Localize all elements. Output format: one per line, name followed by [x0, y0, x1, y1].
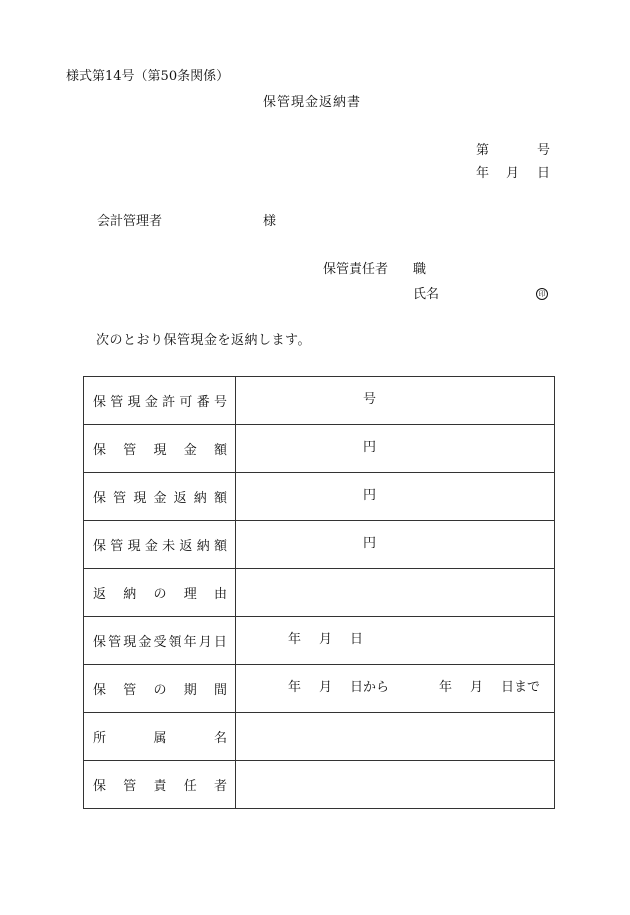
label-char: 金 — [138, 635, 152, 650]
return-reason-field[interactable] — [236, 569, 555, 617]
label-text — [84, 487, 235, 506]
label-text — [84, 391, 235, 410]
from-day-label: 日から — [350, 680, 390, 695]
affiliation-field[interactable] — [236, 713, 555, 761]
label-char: 納 — [123, 587, 137, 602]
label-char: 日 — [213, 635, 227, 650]
label-text — [84, 535, 235, 554]
label-char: 金 — [183, 443, 197, 458]
document-number-suffix: 号 — [537, 143, 551, 158]
label-char: 管 — [108, 635, 122, 650]
label-char: 号 — [213, 395, 227, 410]
label-char: 可 — [179, 395, 193, 410]
table-row — [84, 617, 555, 665]
label-char: 現 — [127, 539, 141, 554]
sender-position-label: 職 — [413, 262, 427, 277]
label-char: 名 — [213, 731, 227, 746]
custodian-field[interactable] — [236, 761, 555, 809]
table-row — [84, 521, 555, 569]
label-char: 由 — [213, 587, 227, 602]
label-char: 保 — [93, 779, 107, 794]
label-text — [84, 439, 235, 458]
from-year-label: 年 — [288, 680, 302, 695]
label-char: 保 — [93, 683, 107, 698]
label-char: 任 — [183, 779, 197, 794]
return-form-table — [83, 376, 555, 809]
label-char: 保 — [93, 491, 107, 506]
from-month-label: 月 — [319, 680, 333, 695]
date-day-label: 日 — [537, 166, 551, 181]
table-row — [84, 377, 555, 425]
label-text — [84, 775, 235, 794]
table-row — [84, 665, 555, 713]
label-text — [84, 727, 235, 746]
label-char: 額 — [213, 491, 227, 506]
label-char: 返 — [173, 491, 187, 506]
row-label-affiliation — [84, 713, 236, 761]
label-char: 年 — [183, 635, 197, 650]
label-char: 現 — [127, 395, 141, 410]
unit-label: 円 — [363, 440, 377, 455]
label-char: 管 — [123, 779, 137, 794]
month-label: 月 — [319, 632, 333, 647]
label-char: 月 — [198, 635, 212, 650]
label-char: 許 — [162, 395, 176, 410]
label-char: 納 — [193, 491, 207, 506]
label-char: 返 — [93, 587, 107, 602]
label-text — [84, 631, 235, 650]
to-month-label: 月 — [470, 680, 484, 695]
label-char: 金 — [153, 491, 167, 506]
label-text — [84, 583, 235, 602]
label-char: 受 — [153, 635, 167, 650]
label-char: 期 — [183, 683, 197, 698]
row-label-receipt-date — [84, 617, 236, 665]
table-row — [84, 425, 555, 473]
table-row — [84, 713, 555, 761]
label-char: の — [153, 683, 167, 698]
row-label-permit-number — [84, 377, 236, 425]
unit-label: 号 — [363, 392, 377, 407]
label-char: 保 — [93, 395, 107, 410]
document-title: 保管現金返納書 — [263, 95, 362, 110]
row-label-return-reason — [84, 569, 236, 617]
addressee-name: 会計管理者 — [97, 214, 163, 229]
label-char: 現 — [153, 443, 167, 458]
unit-label: 円 — [363, 488, 377, 503]
label-char: 現 — [133, 491, 147, 506]
label-char: 領 — [168, 635, 182, 650]
label-char: 管 — [110, 539, 124, 554]
row-label-unreturned-amount — [84, 521, 236, 569]
addressee-honorific: 様 — [263, 214, 277, 229]
label-char: 額 — [213, 443, 227, 458]
to-day-label: 日まで — [501, 680, 541, 695]
cash-amount-field[interactable] — [236, 425, 555, 473]
label-char: 者 — [213, 779, 227, 794]
label-char: 管 — [113, 491, 127, 506]
day-label: 日 — [350, 632, 364, 647]
label-char: 番 — [196, 395, 210, 410]
label-char: 返 — [179, 539, 193, 554]
date-month-label: 月 — [506, 166, 520, 181]
date-year-label: 年 — [476, 166, 490, 181]
sender-name-label: 氏名 — [413, 287, 440, 302]
label-char: 未 — [162, 539, 176, 554]
row-label-custody-period — [84, 665, 236, 713]
row-label-cash-amount — [84, 425, 236, 473]
table-row — [84, 569, 555, 617]
seal-mark-icon: 印 — [536, 288, 548, 300]
label-char: 保 — [93, 443, 107, 458]
table-row — [84, 761, 555, 809]
label-char: 管 — [110, 395, 124, 410]
row-label-custodian — [84, 761, 236, 809]
label-char: 納 — [196, 539, 210, 554]
label-char: 責 — [153, 779, 167, 794]
to-year-label: 年 — [439, 680, 453, 695]
receipt-date-field[interactable] — [236, 617, 555, 665]
sender-role: 保管責任者 — [323, 262, 389, 277]
custody-period-field[interactable] — [236, 665, 555, 713]
label-char: 現 — [123, 635, 137, 650]
label-char: 管 — [123, 443, 137, 458]
form-number: 様式第14号（第50条関係） — [66, 69, 230, 84]
label-char: 属 — [153, 731, 167, 746]
label-char: 保 — [93, 635, 107, 650]
label-char: 金 — [144, 539, 158, 554]
year-label: 年 — [288, 632, 302, 647]
intro-text: 次のとおり保管現金を返納します。 — [96, 333, 311, 348]
label-char: 管 — [123, 683, 137, 698]
label-text — [84, 679, 235, 698]
label-char: 理 — [183, 587, 197, 602]
label-char: 保 — [93, 539, 107, 554]
row-label-returned-amount — [84, 473, 236, 521]
label-char: 所 — [93, 731, 107, 746]
returned-amount-field[interactable] — [236, 473, 555, 521]
permit-number-field[interactable] — [236, 377, 555, 425]
label-char: 間 — [213, 683, 227, 698]
label-char: の — [153, 587, 167, 602]
table-row — [84, 473, 555, 521]
label-char: 額 — [213, 539, 227, 554]
document-number-prefix: 第 — [476, 143, 490, 158]
unreturned-amount-field[interactable] — [236, 521, 555, 569]
label-char: 金 — [144, 395, 158, 410]
unit-label: 円 — [363, 536, 377, 551]
